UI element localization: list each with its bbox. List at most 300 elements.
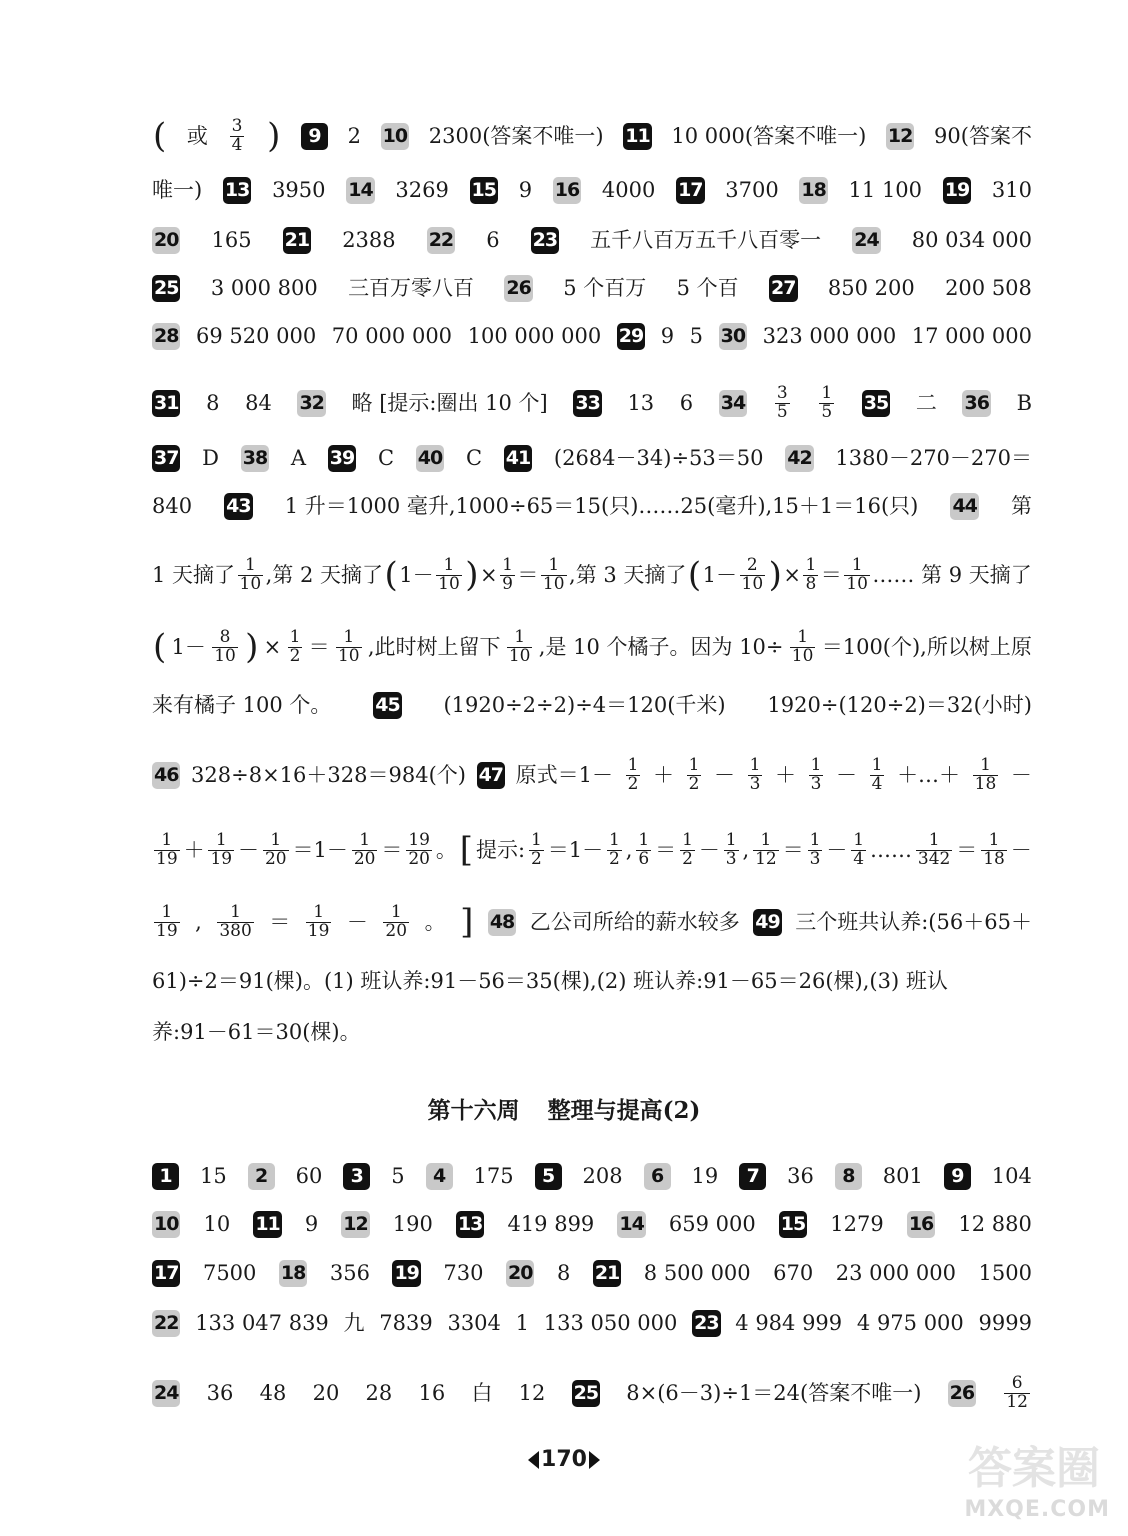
question-number-badge: 18	[279, 1260, 307, 1287]
fraction-denominator: 10	[791, 645, 814, 666]
fraction-denominator: 18	[974, 773, 997, 794]
question-number-badge: 48	[488, 909, 516, 936]
answer-text: 28	[365, 1380, 393, 1405]
answer-text: 5 个百	[676, 276, 739, 300]
fraction	[154, 904, 180, 941]
answer-text: －	[826, 837, 848, 862]
fraction-numerator: 19	[408, 830, 430, 850]
answer-text: －	[1010, 762, 1032, 787]
fraction-denominator: 20	[353, 848, 376, 869]
fraction-numerator: 1	[853, 830, 865, 850]
answer-text: 11 100	[848, 178, 923, 202]
question-number-badge: 31	[152, 390, 180, 417]
fraction-denominator: 3	[725, 848, 737, 869]
answer-text: 原式＝1－	[515, 762, 613, 787]
answer-text: ＝1－	[547, 837, 604, 862]
watermark	[930, 1432, 1110, 1522]
fraction-numerator: 1	[270, 830, 282, 850]
question-number-badge: 24	[852, 227, 880, 254]
fraction-denominator: 5	[821, 401, 833, 422]
answer-text: 801	[882, 1164, 923, 1188]
answer-text: 36	[206, 1380, 234, 1405]
fraction-numerator: 8	[219, 627, 231, 647]
large-bracket: ]	[460, 902, 474, 943]
answer-text: 二	[915, 390, 937, 415]
answer-text: 1 升＝1000 毫升,1000÷65＝15(只)……25(毫升),15＋1＝16(只)	[284, 494, 919, 518]
large-bracket: )	[245, 627, 259, 668]
fraction-numerator: 1	[289, 627, 301, 647]
answer-text: ＝	[655, 837, 677, 862]
answer-text: ,	[742, 837, 750, 862]
question-number-badge: 28	[152, 323, 180, 350]
fraction-numerator: 1	[851, 555, 863, 575]
question-number-badge: 7	[739, 1163, 766, 1190]
fraction-denominator: 10	[239, 573, 262, 594]
fraction-denominator: 3	[749, 773, 761, 794]
answer-line	[152, 275, 1032, 302]
fraction-numerator: 1	[871, 755, 883, 775]
fraction-denominator: 20	[385, 920, 408, 941]
question-number-badge: 19	[392, 1260, 420, 1287]
answer-text: ＝	[517, 562, 539, 587]
answer-text: 1380－270－270＝	[835, 446, 1032, 470]
fraction	[973, 757, 999, 794]
fraction	[808, 832, 823, 869]
answer-text: 或	[186, 123, 208, 148]
fraction-numerator: 1	[359, 830, 371, 850]
answer-text: ,第 2 天摘了	[265, 562, 384, 587]
answer-text: 70 000 000	[331, 324, 453, 348]
question-number-badge: 15	[470, 177, 498, 204]
answer-line	[152, 832, 1032, 869]
fraction-numerator: 6	[1011, 1373, 1023, 1393]
answer-text: 80 034 000	[911, 228, 1032, 252]
answer-text: 。	[435, 837, 457, 862]
fraction	[541, 557, 567, 594]
answer-text: 白	[471, 1380, 493, 1405]
answer-text: 9	[518, 178, 533, 202]
fraction-denominator: 10	[508, 645, 531, 666]
answer-line	[152, 493, 1032, 520]
fraction-denominator: 12	[755, 848, 777, 869]
question-number-badge: 13	[223, 177, 251, 204]
answer-text: 165	[211, 228, 252, 252]
fraction	[636, 832, 651, 869]
fraction-denominator: 9	[502, 573, 513, 594]
fraction	[238, 557, 264, 594]
fraction-numerator: 1	[390, 902, 402, 922]
question-number-badge: 10	[381, 123, 409, 150]
answer-text: 8	[556, 1261, 571, 1285]
answer-text: 3 000 800	[210, 276, 318, 300]
answer-text: 60	[295, 1164, 323, 1188]
question-number-badge: 26	[948, 1380, 976, 1407]
answer-text: 10	[203, 1212, 231, 1236]
answer-text: 7839	[379, 1311, 433, 1335]
fraction-denominator: 18	[983, 848, 1005, 869]
answer-text: 8	[206, 390, 220, 415]
question-number-badge: 5	[535, 1163, 562, 1190]
section-heading	[0, 1092, 1128, 1125]
answer-line	[152, 1260, 1032, 1287]
question-number-badge: 10	[152, 1211, 180, 1238]
question-number-badge: 9	[944, 1163, 971, 1190]
question-number-badge: 34	[719, 390, 747, 417]
answer-text: 3950	[272, 178, 326, 202]
heading-week: 第十六周	[427, 1097, 520, 1124]
fraction	[981, 832, 1007, 869]
fraction-denominator: 12	[1006, 1391, 1028, 1412]
answer-line	[152, 1163, 1032, 1190]
fraction-numerator: 1	[530, 830, 542, 850]
large-bracket: (	[384, 555, 398, 596]
heading-title: 整理与提高(2)	[547, 1097, 701, 1124]
answer-text: 1－	[399, 562, 434, 587]
fraction-numerator: 1	[809, 830, 821, 850]
answer-text: 4 984 999	[735, 1311, 843, 1335]
question-number-badge: 45	[373, 692, 401, 719]
question-number-badge: 20	[152, 227, 180, 254]
question-number-badge: 35	[862, 390, 890, 417]
fraction-denominator: 6	[638, 848, 650, 869]
fraction	[230, 118, 245, 155]
question-number-badge: 11	[623, 123, 651, 150]
answer-text: ＝	[956, 837, 978, 862]
question-number-badge: 27	[769, 275, 797, 302]
question-number-badge: 17	[152, 1260, 180, 1287]
answer-text: ……	[870, 837, 912, 862]
fraction-denominator: 10	[741, 573, 764, 594]
answer-text: 1 天摘了	[152, 562, 236, 587]
fraction-numerator: 1	[760, 830, 772, 850]
answer-text: 8×(6－3)÷1＝24(答案不唯一)	[626, 1380, 922, 1405]
answer-text: 提示:	[475, 837, 526, 862]
page-number-text: 170	[541, 1447, 587, 1472]
answer-text: 1－	[702, 562, 738, 587]
answer-line	[152, 557, 1032, 594]
fraction-numerator: 1	[797, 627, 809, 647]
answer-text: 1920÷(120÷2)＝32(小时)	[767, 693, 1032, 717]
fraction	[775, 385, 790, 422]
fraction-denominator: 2	[688, 773, 700, 794]
fraction	[851, 832, 866, 869]
question-number-badge: 6	[644, 1163, 671, 1190]
watermark-url: MXQE.COM	[964, 1497, 1110, 1522]
fraction-numerator: 1	[988, 830, 1000, 850]
answer-text: 8 500 000	[643, 1261, 751, 1285]
question-number-badge: 3	[343, 1163, 370, 1190]
question-number-badge: 22	[152, 1310, 180, 1337]
fraction-denominator: 2	[289, 645, 301, 666]
answer-text: 1279	[830, 1212, 884, 1236]
fraction-numerator: 3	[776, 383, 788, 403]
question-number-badge: 4	[426, 1163, 453, 1190]
answer-text: 12	[518, 1380, 546, 1405]
answer-text: 1500	[978, 1261, 1032, 1285]
fraction-denominator: 2	[627, 773, 639, 794]
right-arrow-icon	[589, 1451, 600, 1469]
large-bracket: (	[153, 116, 167, 157]
answer-text: ,	[195, 909, 202, 934]
question-number-badge: 26	[504, 275, 532, 302]
answer-text: ＝1－	[292, 837, 348, 862]
fraction	[288, 629, 303, 666]
fraction-numerator: 1	[725, 830, 737, 850]
question-number-badge: 14	[617, 1211, 645, 1238]
answer-text: 670	[773, 1261, 814, 1285]
question-number-badge: 38	[241, 445, 269, 472]
answer-line	[152, 1375, 1032, 1412]
fraction	[687, 757, 702, 794]
answer-text: 20	[312, 1380, 340, 1405]
answer-text: ×	[480, 562, 498, 587]
answer-text: 190	[392, 1212, 433, 1236]
fraction-numerator: 1	[443, 555, 455, 575]
answer-text: 2	[347, 123, 362, 148]
fraction-denominator: 3	[809, 848, 821, 869]
answer-text: ,此时树上留下	[367, 634, 501, 659]
answer-text: 。	[424, 909, 446, 934]
question-number-badge: 42	[785, 445, 813, 472]
fraction-numerator: 1	[215, 830, 227, 850]
answer-text: 7500	[202, 1261, 257, 1285]
answer-text: －	[346, 909, 368, 934]
answer-text: ,是 10 个橘子。因为 10÷	[538, 634, 784, 659]
answer-text: 48	[259, 1380, 287, 1405]
answer-text: B	[1016, 390, 1032, 415]
fraction	[844, 557, 870, 594]
answer-text: 36	[787, 1164, 814, 1188]
answer-text: 16	[418, 1380, 446, 1405]
answer-line	[152, 385, 1032, 422]
fraction-denominator: 19	[156, 920, 178, 941]
fraction-denominator: 4	[871, 773, 883, 794]
fraction	[870, 757, 885, 794]
question-number-badge: 40	[416, 445, 444, 472]
answer-text: (1920÷2÷2)÷4＝120(千米)	[443, 693, 726, 717]
answer-text: 133 050 000	[543, 1311, 678, 1335]
answer-line	[152, 177, 1032, 204]
fraction-numerator: 1	[230, 902, 241, 922]
answer-text: D	[202, 446, 220, 470]
answer-text: 3304	[447, 1311, 501, 1335]
question-number-badge: 1	[152, 1163, 179, 1190]
fraction-denominator: 10	[337, 645, 360, 666]
answer-text: 61)÷2＝91(棵)。(1) 班认养:91－56＝35(棵),(2) 班认养:91－65＝26(棵),(3) 班认	[152, 969, 948, 993]
answer-text: ＝	[308, 634, 330, 659]
fraction-numerator: 1	[810, 755, 822, 775]
fraction	[217, 904, 253, 941]
answer-line	[152, 227, 1032, 254]
answer-text: 4 975 000	[856, 1311, 964, 1335]
answer-text: 第	[1010, 494, 1032, 518]
fraction-denominator: 10	[846, 573, 868, 594]
answer-text: 五千八百万五千八百零一	[590, 228, 822, 252]
fraction-numerator: 2	[746, 555, 758, 575]
answer-text: 9	[304, 1212, 319, 1236]
large-bracket: (	[687, 555, 702, 596]
fraction	[529, 832, 544, 869]
answer-text: 133 047 839	[195, 1311, 329, 1335]
large-bracket: )	[465, 555, 479, 596]
answer-text: 69 520 000	[196, 324, 317, 348]
question-number-badge: 16	[553, 177, 581, 204]
question-number-badge: 22	[427, 227, 455, 254]
question-number-badge: 20	[506, 1260, 534, 1287]
question-number-badge: 21	[283, 227, 311, 254]
question-number-badge: 21	[593, 1260, 621, 1287]
answer-text: …… 第 9 天摘了	[872, 562, 1032, 587]
fraction	[724, 832, 739, 869]
fraction-numerator: 1	[502, 555, 513, 575]
answer-text: ＝	[820, 562, 842, 587]
answer-text: 唯一)	[152, 178, 203, 202]
answer-text: 208	[582, 1164, 623, 1188]
fraction-denominator: 3	[810, 773, 822, 794]
fraction-numerator: 1	[749, 755, 761, 775]
question-number-badge: 49	[753, 909, 781, 936]
answer-line	[152, 904, 1032, 941]
answer-text: A	[290, 446, 307, 470]
question-number-badge: 15	[779, 1211, 807, 1238]
answer-line	[152, 1211, 1032, 1238]
fraction	[809, 757, 824, 794]
fraction-numerator: 1	[688, 755, 700, 775]
question-number-badge: 29	[617, 323, 645, 350]
fraction	[336, 629, 362, 666]
answer-line	[152, 692, 1032, 719]
fraction	[263, 832, 289, 869]
question-number-badge: 9	[301, 123, 328, 150]
answer-text: ,第 3 天摘了	[569, 562, 687, 587]
left-arrow-icon	[528, 1451, 539, 1469]
answer-text: 5 个百万	[563, 276, 647, 300]
fraction-denominator: 380	[219, 920, 252, 941]
fraction-numerator: 1	[548, 555, 560, 575]
fraction-denominator: 4	[853, 848, 865, 869]
answer-line	[152, 445, 1032, 472]
answer-text: －	[836, 762, 858, 787]
answer-text: 15	[199, 1164, 227, 1188]
fraction-denominator: 2	[609, 848, 620, 869]
answer-text: 1－	[171, 634, 206, 659]
fraction-denominator: 19	[156, 848, 178, 869]
answer-text: 5	[689, 324, 704, 348]
question-number-badge: 41	[504, 445, 532, 472]
answer-line	[152, 971, 1032, 992]
question-number-badge: 46	[152, 762, 180, 789]
answer-text: ×	[783, 562, 801, 587]
answer-text: 23 000 000	[835, 1261, 957, 1285]
question-number-badge: 14	[346, 177, 374, 204]
fraction-numerator: 1	[609, 830, 620, 850]
fraction-denominator: 10	[438, 573, 460, 594]
answer-text: ＝	[269, 909, 291, 934]
answer-text: 84	[245, 390, 272, 415]
answer-text: 323 000 000	[762, 324, 897, 348]
answer-text: 10 000(答案不唯一)	[671, 123, 867, 148]
answer-text: ×	[263, 634, 282, 659]
answer-text: 13	[627, 390, 655, 415]
answer-text: 三个班共认养:(56＋65＋	[795, 909, 1032, 934]
answer-text: 2388	[342, 228, 396, 252]
answer-text: ＝100(个),所以树上原	[821, 634, 1032, 659]
fraction	[406, 832, 432, 869]
fraction	[753, 832, 779, 869]
fraction	[352, 832, 378, 869]
fraction-denominator: 4	[231, 134, 243, 155]
question-number-badge: 47	[477, 762, 505, 789]
answer-text: 90(答案不	[934, 123, 1032, 148]
fraction-numerator: 1	[980, 755, 991, 775]
question-number-badge: 24	[152, 1380, 180, 1407]
question-number-badge: 11	[253, 1211, 281, 1238]
answer-text: 100 000 000	[467, 324, 602, 348]
fraction-numerator: 1	[627, 755, 639, 775]
fraction	[208, 832, 234, 869]
answer-text: ＋	[775, 762, 797, 787]
fraction-denominator: 2	[530, 848, 542, 869]
answer-text: 419 899	[507, 1212, 595, 1236]
answer-text: －	[698, 837, 720, 862]
fraction-numerator: 1	[313, 902, 325, 922]
fraction	[507, 629, 533, 666]
answer-text: 19	[691, 1164, 719, 1188]
answer-text: ＝	[782, 837, 804, 862]
answer-text: 840	[152, 494, 193, 518]
fraction-denominator: 8	[805, 573, 817, 594]
answer-text: 三百万零八百	[348, 276, 475, 300]
question-number-badge: 37	[152, 445, 180, 472]
fraction	[819, 385, 834, 422]
answer-text: 328÷8×16＋328＝984(个)	[191, 762, 466, 787]
question-number-badge: 8	[835, 1163, 862, 1190]
answer-line	[152, 118, 1032, 155]
question-number-badge: 32	[297, 390, 325, 417]
fraction	[500, 557, 515, 594]
question-number-badge: 33	[573, 390, 601, 417]
question-number-badge: 25	[152, 275, 180, 302]
large-bracket: (	[153, 627, 167, 668]
fraction-denominator: 19	[210, 848, 233, 869]
answer-text: －	[1010, 837, 1032, 862]
answer-text: ＋	[183, 837, 205, 862]
answer-text: 356	[329, 1261, 370, 1285]
answer-text: 养:91－61＝30(棵)。	[152, 1020, 361, 1044]
fraction	[916, 832, 952, 869]
fraction-denominator: 342	[917, 848, 951, 869]
answer-text: 6	[679, 390, 694, 415]
fraction-denominator: 2	[682, 848, 693, 869]
answer-text: 3700	[725, 178, 779, 202]
watermark-logo: 答案圈	[968, 1443, 1100, 1494]
fraction-numerator: 1	[638, 830, 650, 850]
question-number-badge: 2	[248, 1163, 275, 1190]
fraction	[680, 832, 695, 869]
fraction-numerator: 1	[682, 830, 693, 850]
answer-line	[152, 1022, 1032, 1043]
answer-text: 12 880	[958, 1212, 1032, 1236]
answer-text: 1	[515, 1311, 530, 1335]
fraction-denominator: 20	[264, 848, 287, 869]
fraction	[306, 904, 332, 941]
answer-text: (2684－34)÷53＝50	[553, 446, 764, 470]
fraction	[740, 557, 766, 594]
answer-text: 17 000 000	[911, 324, 1032, 348]
fraction	[803, 557, 818, 594]
answer-text: C	[377, 446, 395, 470]
answer-text: ,	[625, 837, 633, 862]
